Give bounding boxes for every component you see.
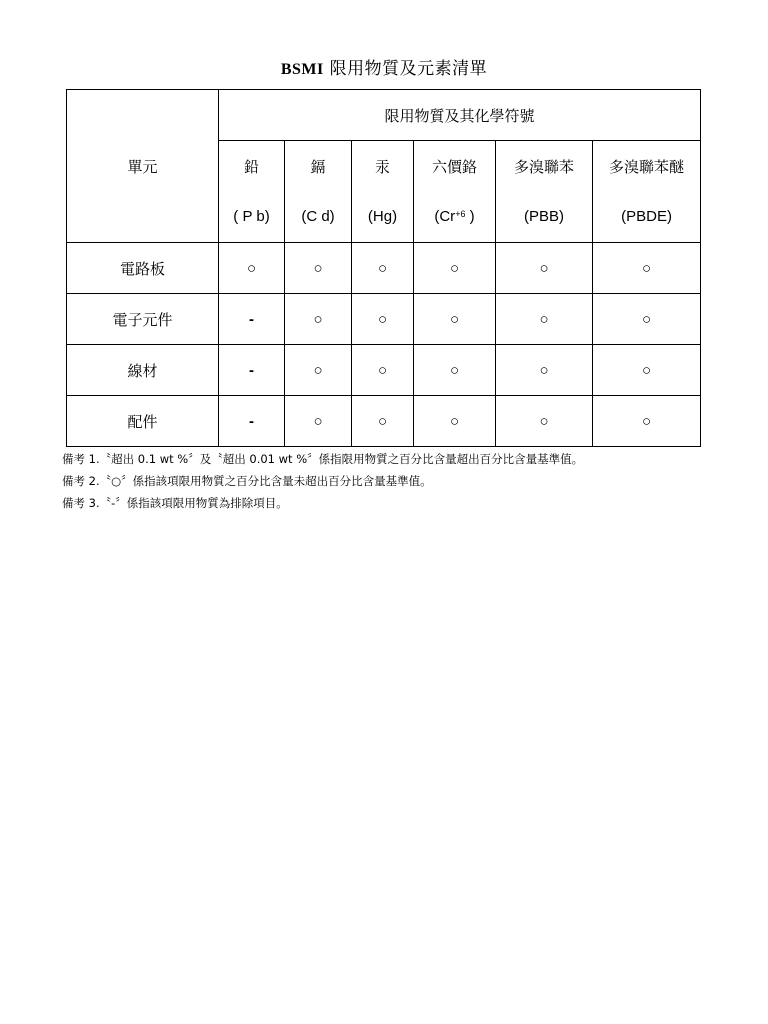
note-3: 備考 3.〝-〞係指該項限用物質為排除項目。 [62,496,288,510]
value-cell: ○ [496,243,593,294]
note-2: 備考 2.〝○〞係指該項限用物質之百分比含量未超出百分比含量基準值。 [62,474,432,488]
value-cell: ○ [593,396,701,447]
value-cell: ○ [593,294,701,345]
substance-name: 鎘 [310,157,326,176]
substance-symbol: (Cr [434,207,456,225]
substance-name: 汞 [374,157,390,176]
substance-symbol-superscript: +6 [455,208,466,219]
substance-header-cr6 [414,141,496,243]
unit-header: 單元 [67,90,219,243]
value-cell: ○ [414,396,496,447]
value-cell: ○ [285,345,352,396]
unit-cell: 線材 [67,345,219,396]
value-cell: ○ [593,345,701,396]
title-text: 限用物質及元素清單 [323,59,488,79]
value-cell: ○ [496,396,593,447]
substance-symbol-cr6 [414,192,495,242]
value-cell: ○ [414,345,496,396]
unit-cell: 配件 [67,396,219,447]
value-cell: - [219,294,285,345]
notes-section [62,448,742,514]
note-1: 備考 1.〝超出 0.1 wt %〞及〝超出 0.01 wt %〞係指限用物質之百分比含量超出百分比含量基準值。 [62,452,584,466]
substance-symbol: (PBB) [523,207,564,225]
table-row [67,345,701,396]
substance-name: 多溴聯苯 [513,157,574,176]
substance-header-pbde [593,141,701,243]
substance-symbol: (Hg) [367,207,398,225]
value-cell: ○ [285,243,352,294]
substance-symbol-end: ) [465,207,475,225]
value-cell: ○ [352,243,414,294]
value-cell: ○ [496,294,593,345]
value-cell: - [219,396,285,447]
value-cell: ○ [496,345,593,396]
substance-name: 多溴聯苯醚 [609,157,685,176]
substance-name: 鉛 [243,157,259,176]
substance-header-cd [285,141,352,243]
substance-header-pb [219,141,285,243]
substances-group-header: 限用物質及其化學符號 [219,90,701,141]
value-cell: ○ [285,294,352,345]
title-latin: BSMI [280,61,324,78]
substance-name: 六價鉻 [431,157,477,176]
substance-symbol: ( P b) [233,207,270,225]
value-cell: ○ [352,294,414,345]
restricted-substances-table [66,89,701,447]
value-cell: ○ [593,243,701,294]
substance-header-hg [352,141,414,243]
value-cell: - [219,345,285,396]
value-cell: ○ [414,294,496,345]
value-cell: ○ [285,396,352,447]
unit-cell: 電路板 [67,243,219,294]
value-cell: ○ [414,243,496,294]
document-title [0,54,768,79]
substance-symbol: (PBDE) [621,207,672,225]
substance-header-pbb [496,141,593,243]
value-cell: ○ [352,345,414,396]
unit-cell: 電子元件 [67,294,219,345]
table-row [67,294,701,345]
value-cell: ○ [352,396,414,447]
table-row [67,396,701,447]
value-cell: ○ [219,243,285,294]
table-row [67,243,701,294]
substance-symbol: (C d) [301,207,335,225]
